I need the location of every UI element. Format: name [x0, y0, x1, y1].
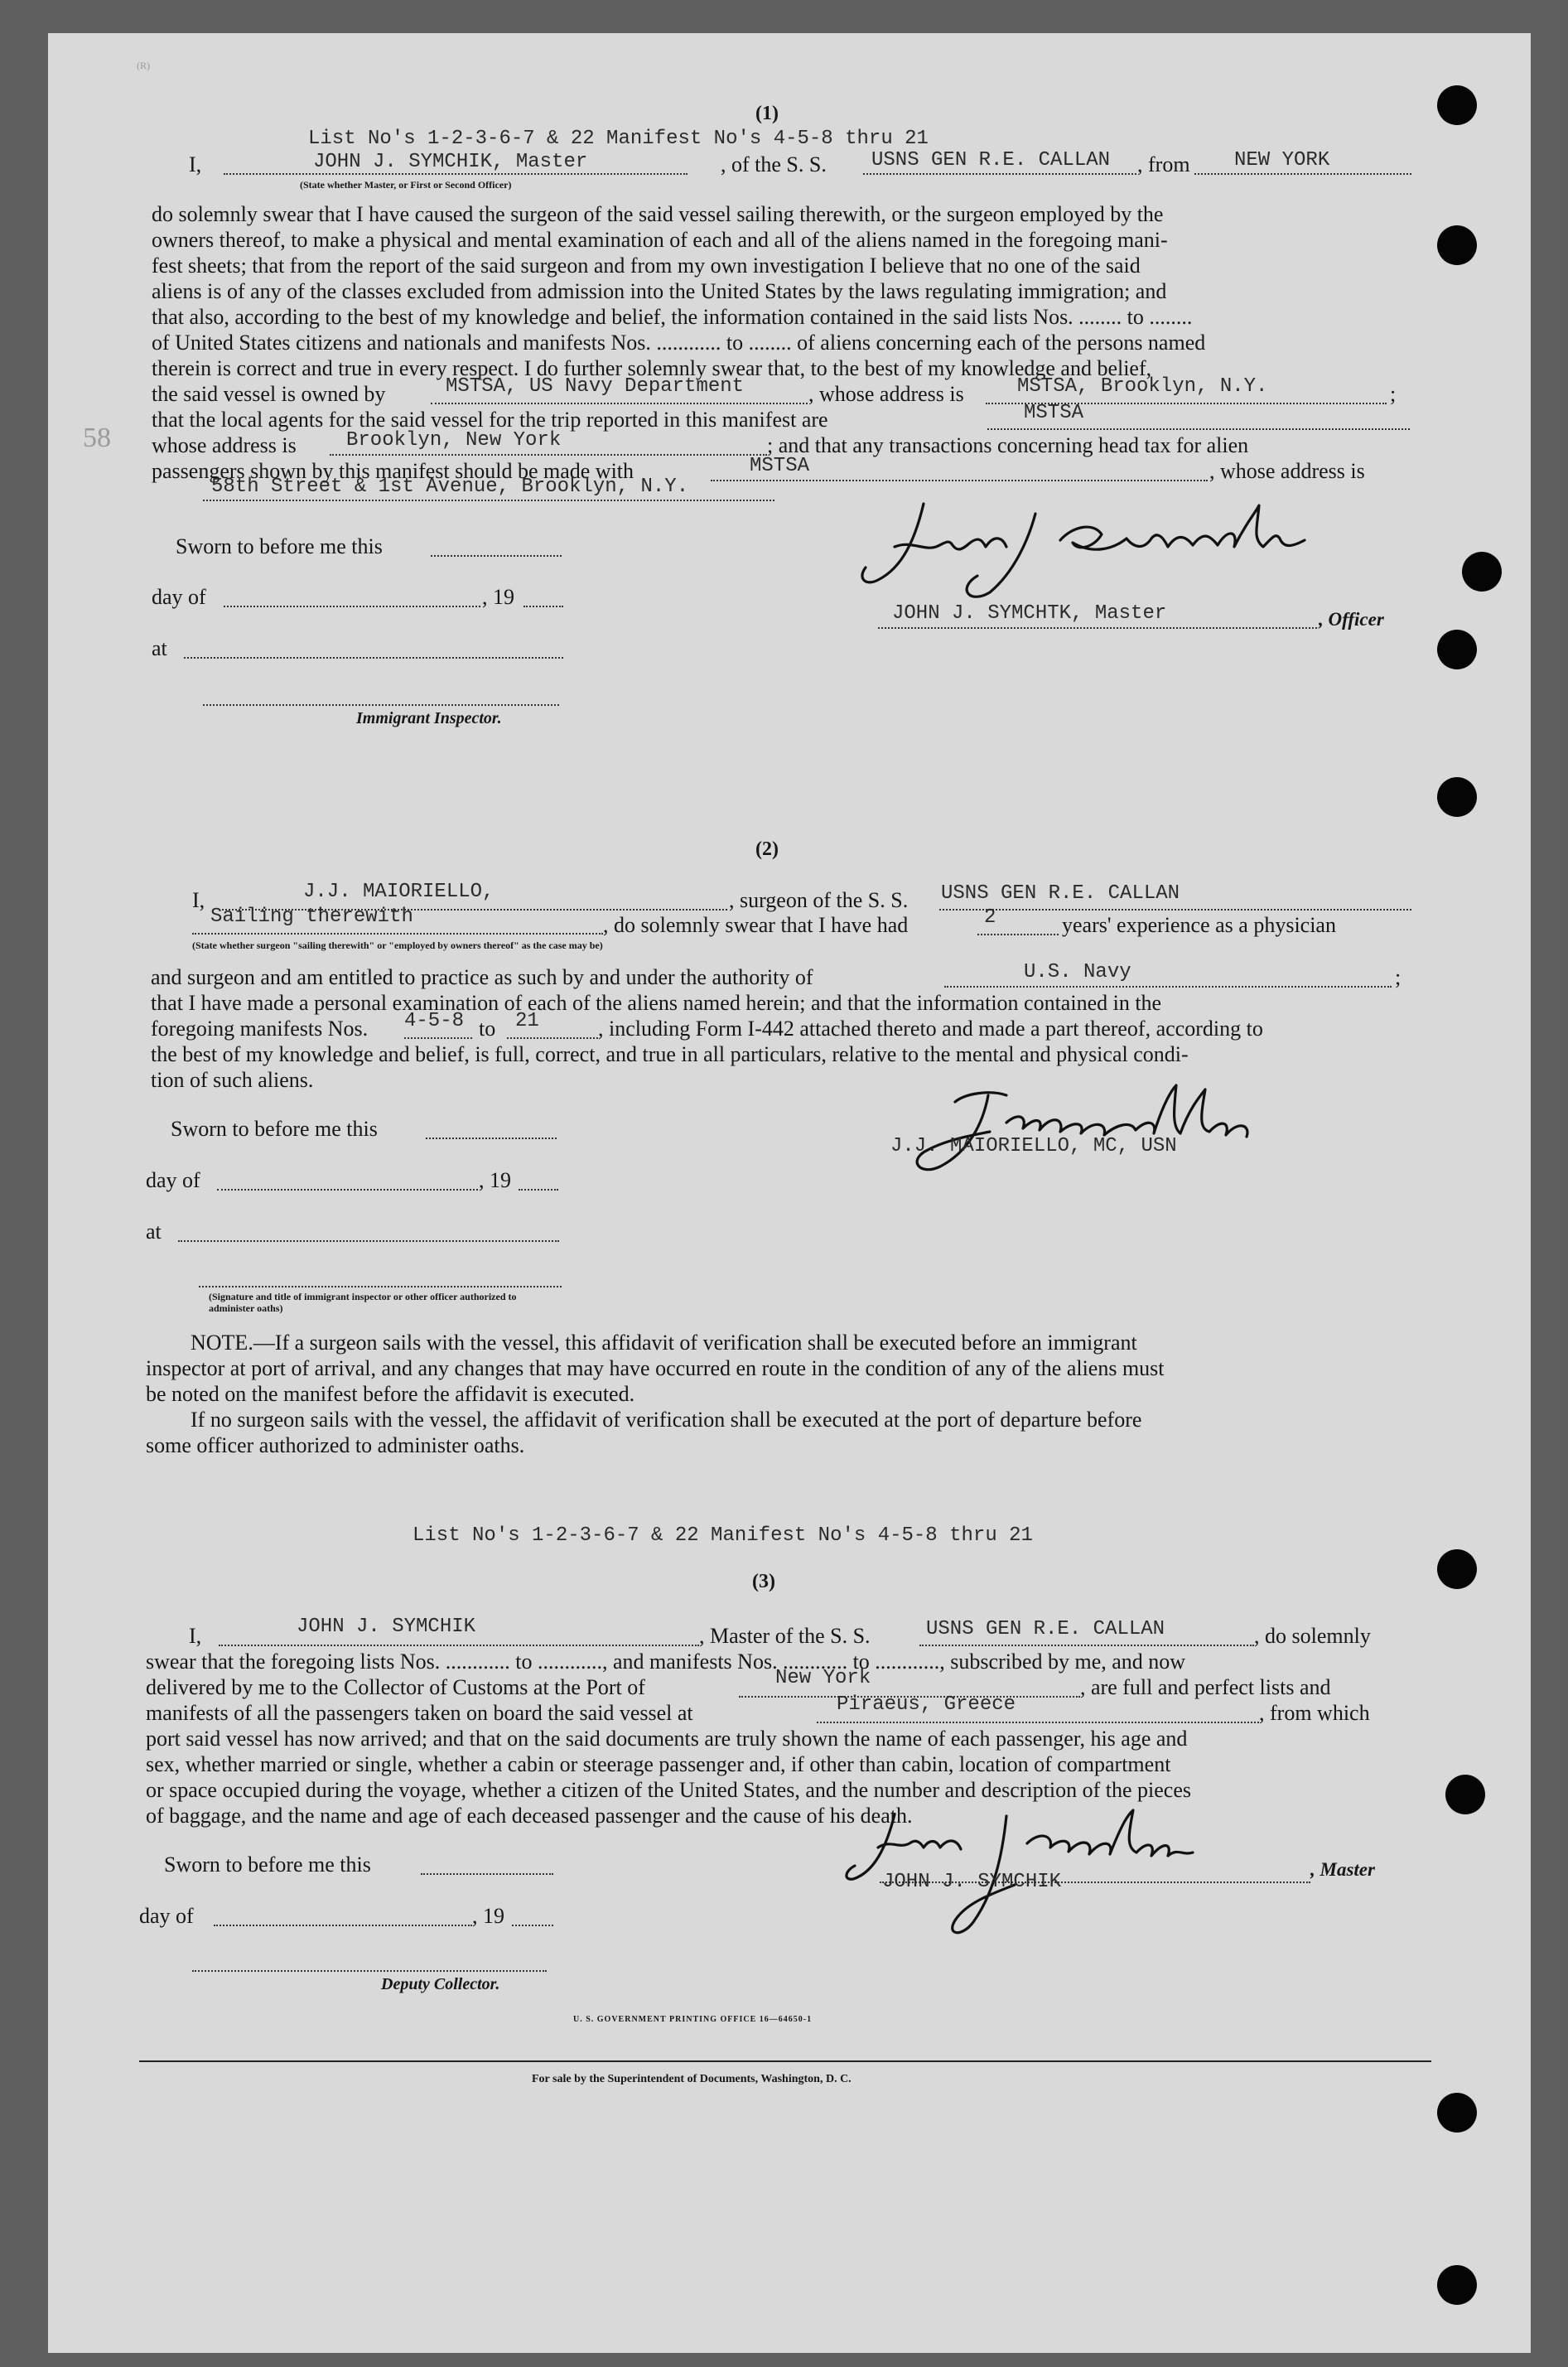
- s3-master-name: JOHN J. SYMCHIK: [297, 1616, 476, 1638]
- s2-had-label: , do solemnly swear that I have had: [603, 913, 909, 937]
- s1-body-line: do solemnly swear that I have caused the surgeon of the said vessel sailing therewith, or the surgeon employed by the: [152, 202, 1164, 226]
- s1-i: I,: [189, 152, 202, 176]
- corner-mark: (R): [137, 60, 150, 71]
- s2-tion-line: tion of such aliens.: [151, 1068, 314, 1092]
- s3-list-line: List No's 1-2-3-6-7 & 22 Manifest No's 4-5-8 thru 21: [413, 1524, 1033, 1547]
- s1-headtax-address: 58th Street & 1st Avenue, Brooklyn, N.Y.: [211, 476, 689, 498]
- s2-note-line: NOTE.—If a surgeon sails with the vessel, this affidavit of verification shall be executed before an immigrant: [191, 1331, 1137, 1355]
- s2-to: to: [479, 1017, 496, 1041]
- s2-years: 2: [984, 906, 996, 929]
- s2-manifests-label: foregoing manifests Nos.: [151, 1017, 369, 1041]
- s2-surgeon-of: , surgeon of the S. S.: [729, 888, 909, 912]
- s3-master-of: , Master of the S. S.: [699, 1624, 871, 1648]
- s3-delivered-label: delivered by me to the Collector of Customs at the Port of: [146, 1675, 645, 1699]
- s3-deputy-label: Deputy Collector.: [381, 1975, 500, 1993]
- s2-note-line: inspector at port of arrival, and any changes that may have occurred en route in the condition of any of the aliens must: [146, 1356, 1165, 1380]
- s3-solemnly: , do solemnly: [1254, 1624, 1371, 1648]
- s1-name-note: (State whether Master, or First or Second Officer): [300, 179, 512, 191]
- s1-whose-address: , whose address is: [808, 382, 964, 406]
- s3-from-which: , from which: [1259, 1701, 1370, 1725]
- s2-semicolon: ;: [1395, 965, 1402, 989]
- s3-sworn: Sworn to before me this: [164, 1853, 371, 1877]
- s2-year: , 19: [479, 1168, 511, 1192]
- section-3-number: (3): [752, 1571, 775, 1592]
- s3-i: I,: [189, 1624, 202, 1648]
- s1-agents-label: that the local agents for the said vessel for the trip reported in this manifest are: [152, 408, 828, 432]
- s1-year: , 19: [482, 585, 514, 609]
- s2-note-line: some officer authorized to administer oaths.: [146, 1433, 525, 1457]
- s2-day-of: day of: [146, 1168, 200, 1192]
- section-1-number: (1): [755, 103, 779, 124]
- s2-manifests-to: 21: [515, 1010, 539, 1032]
- s1-body-line: of United States citizens and nationals and manifests Nos. ............ to ........ of aliens concerning each of the persons named: [152, 331, 1206, 355]
- s1-officer-typed: JOHN J. SYMCHTK, Master: [892, 602, 1167, 625]
- s3-port: New York: [775, 1667, 871, 1689]
- s1-body-line: therein is correct and true in every respect. I do further solemnly swear that, to the best of my knowledge and belief,: [152, 356, 1152, 380]
- s1-from-port: NEW YORK: [1234, 149, 1330, 171]
- s2-exam-line: that I have made a personal examination of each of the aliens named herein; and that the information contained in the: [151, 991, 1162, 1015]
- s2-note-line: be noted on the manifest before the affidavit is executed.: [146, 1382, 635, 1406]
- s2-sworn: Sworn to before me this: [171, 1117, 378, 1141]
- form-page: [48, 33, 1531, 2353]
- s1-body-line: owners thereof, to make a physical and mental examination of each and all of the aliens named in the foregoing mani-: [152, 228, 1168, 252]
- s1-inspector-label: Immigrant Inspector.: [356, 709, 502, 727]
- footer-rule: [139, 2060, 1431, 2062]
- s1-at: at: [152, 636, 167, 660]
- punch-hole-6: [1437, 1549, 1477, 1589]
- s1-officer-name: JOHN J. SYMCHIK, Master: [313, 151, 588, 173]
- gpo-imprint: U. S. GOVERNMENT PRINTING OFFICE 16—64650-1: [573, 2015, 813, 2024]
- s3-master-typed: JOHN J. SYMCHIK: [882, 1871, 1062, 1893]
- sale-notice: For sale by the Superintendent of Documents, Washington, D. C.: [532, 2073, 852, 2085]
- s2-form-label: , including Form I-442 attached thereto and made a part thereof, according to: [598, 1017, 1263, 1041]
- s1-officer-label: , Officer: [1319, 609, 1384, 630]
- s1-from-label: , from: [1137, 152, 1190, 176]
- s3-taken-label: manifests of all the passengers taken on board the said vessel at: [146, 1701, 693, 1725]
- s1-of-ss: , of the S. S.: [721, 152, 827, 176]
- s2-note-line: If no surgeon sails with the vessel, the affidavit of verification shall be executed at the port of departure before: [191, 1408, 1142, 1432]
- s3-body-line: or space occupied during the voyage, whether a citizen of the United States, and the number and description of the pieces: [146, 1778, 1192, 1802]
- s3-full-label: , are full and perfect lists and: [1080, 1675, 1331, 1699]
- punch-hole-5: [1437, 777, 1477, 817]
- s2-surgeon-signature: [890, 1077, 1288, 1185]
- s1-owned-label: the said vessel is owned by: [152, 382, 386, 406]
- s1-headtax-label: ; and that any transactions concerning head tax for alien: [767, 433, 1249, 457]
- s3-body-line: of baggage, and the name and age of each deceased passenger and the cause of his death.: [146, 1804, 913, 1828]
- s1-day-of: day of: [152, 585, 206, 609]
- s3-boarded-at: Piraeus, Greece: [837, 1693, 1016, 1716]
- s3-master-label: , Master: [1310, 1859, 1375, 1880]
- s1-whose-address-end: , whose address is: [1209, 459, 1365, 483]
- s1-agents-addr-label: whose address is: [152, 433, 297, 457]
- s2-signer-typed: J.J. MAIORIELLO, MC, USN: [890, 1135, 1177, 1157]
- punch-hole-9: [1437, 2265, 1477, 2305]
- s1-agents-address: Brooklyn, New York: [346, 429, 562, 452]
- s1-body-line: that also, according to the best of my knowledge and belief, the information contained in the said lists Nos. ........ to ........: [152, 305, 1193, 329]
- s1-master-signature: [845, 489, 1358, 613]
- punch-hole-1: [1437, 85, 1477, 125]
- s3-vessel: USNS GEN R.E. CALLAN: [926, 1618, 1165, 1640]
- s2-manifests-from: 4-5-8: [404, 1010, 465, 1032]
- s3-body-line: sex, whether married or single, whether a cabin or steerage passenger and, if other than cabin, location of compartment: [146, 1752, 1171, 1776]
- s2-i: I,: [192, 888, 205, 912]
- s2-sig-note: (Signature and title of immigrant inspector or other officer authorized to administer oaths): [209, 1291, 517, 1314]
- s2-best-line: the best of my knowledge and belief, is full, correct, and true in all particulars, relative to the mental and physical condi-: [151, 1042, 1189, 1066]
- s1-agents: MSTSA: [1024, 402, 1084, 424]
- s1-owner: MSTSA, US Navy Department: [446, 375, 745, 398]
- punch-hole-4: [1437, 630, 1477, 669]
- s1-sworn: Sworn to before me this: [176, 534, 383, 558]
- punch-hole-8: [1437, 2093, 1477, 2133]
- s2-status: Sailing therewith: [210, 906, 413, 928]
- punch-hole-7: [1445, 1775, 1485, 1814]
- s2-surgeon-name: J.J. MAIORIELLO,: [303, 881, 495, 903]
- s3-swear-line: swear that the foregoing lists Nos. ............ to ............, and manifests Nos. ............ to ............, subscribed by me, and now: [146, 1650, 1186, 1674]
- s2-authority: U.S. Navy: [1024, 961, 1131, 983]
- s2-authority-label: and surgeon and am entitled to practice as such by and under the authority of: [151, 965, 813, 989]
- s1-body-line: fest sheets; that from the report of the said surgeon and from my own investigation I believe that no one of the said: [152, 254, 1141, 278]
- s3-day-of: day of: [139, 1904, 194, 1928]
- s2-years-label: years' experience as a physician: [1062, 913, 1336, 937]
- s2-status-note: (State whether surgeon "sailing therewith" or "employed by owners thereof" as the case may be): [192, 940, 603, 951]
- side-number: 58: [83, 423, 111, 453]
- punch-hole-2: [1437, 225, 1477, 265]
- s3-body-line: port said vessel has now arrived; and that on the said documents are truly shown the name of each passenger, his age and: [146, 1727, 1188, 1751]
- s1-semicolon: ;: [1390, 382, 1397, 406]
- s1-vessel: USNS GEN R.E. CALLAN: [871, 149, 1111, 171]
- s1-passengers-label: passengers shown by this manifest should be made with: [152, 459, 634, 483]
- s3-year: , 19: [472, 1904, 504, 1928]
- s1-body-line: aliens is of any of the classes excluded from admission into the United States by the laws regulating immigration; and: [152, 279, 1167, 303]
- s1-headtax-party: MSTSA: [750, 455, 810, 477]
- s2-vessel: USNS GEN R.E. CALLAN: [941, 882, 1180, 905]
- s1-list-line: List No's 1-2-3-6-7 & 22 Manifest No's 4-5-8 thru 21: [308, 128, 929, 150]
- s2-at: at: [146, 1220, 162, 1244]
- punch-hole-3: [1462, 552, 1502, 592]
- s1-owner-address: MSTSA, Brooklyn, N.Y.: [1017, 375, 1268, 398]
- section-2-number: (2): [755, 838, 779, 860]
